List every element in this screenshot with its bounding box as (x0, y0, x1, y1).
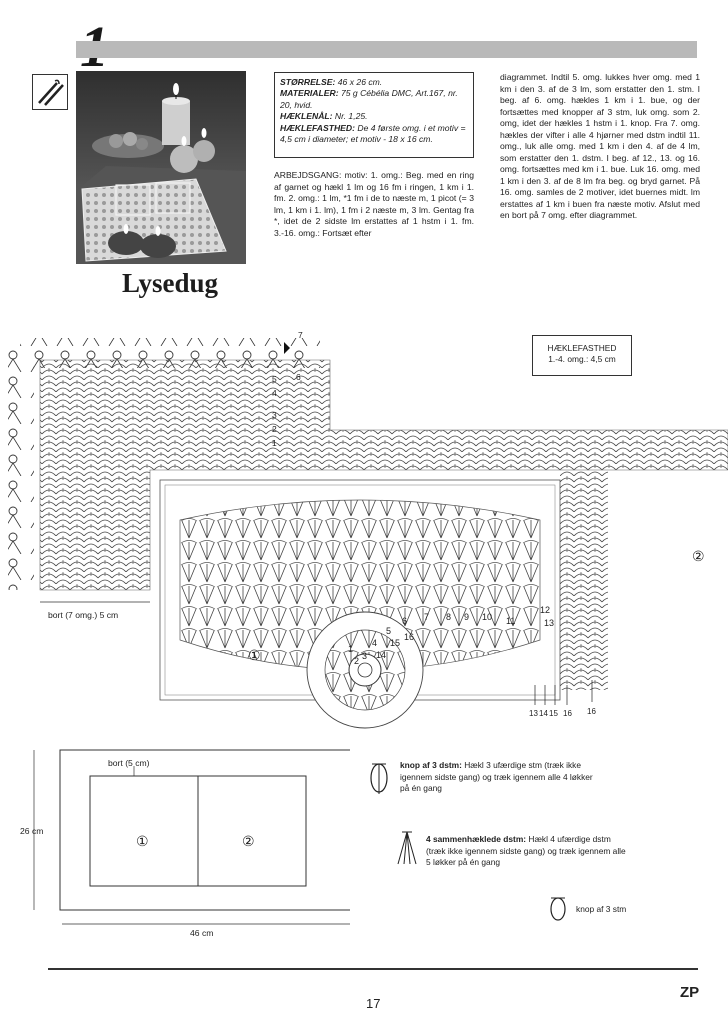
border-width-label: bort (7 omg.) 5 cm (48, 610, 119, 620)
layout-motif-1: ① (136, 833, 149, 849)
product-photo (76, 71, 246, 264)
header-bar (76, 41, 697, 58)
footer-mark: ZP (680, 984, 700, 1001)
round-number: 6 (402, 616, 408, 626)
legend-text: knop af 3 stm (576, 904, 627, 914)
instructions-column-2: diagrammet. Indtil 5. omg. lukkes hver omg. med 1 km i den 3. af de 3 lm, som erstatter den 1. stm. I beg. af 6. omg. hækles 1 km i 1. bue, og der fortsættes med knopper af 3 stm, luk omg. som 2. omg, idet der hækles 1 hstm i 1. knop. Fra 7. omg. hækles der vifter i alle 4 hjørner med dstm indtil 11. omg., luk alle omg. med 1 km i den 4. af de 4 lm, som erstatter den 1. dstm. I beg. af 12., 13. og 16. omg. fortsættes med km i 1. bue. Luk 16. omg. med 1 km i den 3. af de 8 lm fra beg. og bryd garnet. På 16. omg. samles de 2 motiver, idet buernes midt. lm erstattes af 1 km i buen fra næste motiv. Afslut med en bort på 7 omg. efter diagrammet. (500, 72, 700, 220)
round-number: 8 (446, 612, 452, 622)
instructions-column-1: ARBEJDSGANG: motiv: 1. omg.: Beg. med en ring af garnet og hækl 1 lm og 16 fm i ringen, 1 km i 1. fm. 2. omg.: 1 lm, *1 fm i de to næste m, 1 picot (= 3 lm, 1 km i 1. lm), 1 fm i 2 næste m, 3 lm. Gentag fra *, idet de 2 sidste lm erstattes af 1 hstm i 1. fm. 3.-16. omg.: Fortsæt efter (274, 170, 474, 238)
layout-border-label: bort (5 cm) (108, 758, 150, 768)
legend-title: 4 sammenhæklede dstm: (426, 834, 527, 844)
hook-label: HÆKLENÅL: (280, 111, 333, 122)
border-round-number: 7 (298, 330, 303, 340)
round-number: 3 (362, 651, 368, 661)
size-value: 46 x 26 cm. (335, 77, 383, 87)
round-number: 7 (424, 612, 430, 622)
tension-label: HÆKLEFASTHED: (280, 122, 355, 133)
border-round-number: 1 (272, 438, 277, 448)
border-round-number: 5 (272, 374, 277, 384)
footer-rule (48, 968, 698, 970)
border-picots-left (8, 350, 34, 590)
motif-side-mesh (560, 470, 608, 690)
legend-text: Hækl 3 ufærdige stm (træk ikke igennem sidste gang) og træk igennem alle 4 løkker på én gang (400, 760, 593, 793)
four-tr-together-icon (394, 830, 420, 866)
bottom-marker: 16 (563, 709, 572, 718)
round-number: 10 (482, 612, 493, 622)
round-number: 9 (464, 612, 470, 622)
layout-motif-2: ② (242, 833, 255, 849)
round-number: 1 (348, 644, 354, 654)
bottom-marker: 15 (549, 709, 558, 718)
border-round-number: 4 (272, 388, 277, 398)
layout-width-label: 46 cm (190, 928, 214, 938)
border-round-number: 6 (296, 372, 301, 382)
round-number: 16 (404, 632, 415, 642)
spec-box (274, 72, 474, 158)
tension-box-value: 1.-4. omg.: 4,5 cm (548, 354, 616, 364)
round-number: 13 (544, 618, 555, 628)
materials-label: MATERIALER: (280, 88, 339, 99)
cluster-3-dc-icon (368, 758, 390, 798)
layout-diagram (20, 742, 350, 942)
bottom-marker: 16 (587, 707, 596, 716)
bottom-marker: 13 (529, 709, 538, 718)
pattern-title: Lysedug (122, 268, 219, 298)
bottom-marker: 14 (539, 709, 548, 718)
hook-value: Nr. 1,25. (332, 111, 368, 122)
legend-text: Hækl 4 ufærdige dstm (træk ikke igennem sidste gang) og træk igennem alle 5 løkker på én gang (426, 834, 626, 867)
cluster-3-tr-icon (548, 894, 568, 924)
round-number: 12 (540, 605, 551, 615)
round-number: 14 (376, 650, 387, 660)
border-round-number: 2 (272, 424, 277, 434)
tension-box-title: HÆKLEFASTHED (547, 343, 617, 353)
layout-height-label: 26 cm (20, 826, 44, 836)
materials-value: 75 g Cébélia DMC, Art.167, nr. 20, hvid. (280, 88, 458, 110)
round-number: 15 (390, 638, 401, 648)
border-round-number: 3 (272, 410, 277, 420)
round-number: 4 (372, 638, 378, 648)
round-number: 11 (506, 616, 516, 626)
motif-1-marker: ① (248, 647, 261, 663)
legend-title: knop af 3 dstm: (400, 760, 462, 770)
round-number: 2 (354, 656, 360, 666)
motif-2-marker: ② (692, 548, 705, 564)
page-number: 17 (366, 996, 381, 1011)
crochet-hook-icon (32, 74, 68, 110)
size-label: STØRRELSE: (280, 77, 336, 87)
tension-value: De 4 første omg. i et motiv = 4,5 cm i diameter; et motiv - 18 x 16 cm. (280, 122, 466, 145)
round-number: 5 (386, 626, 392, 636)
crochet-chart (0, 320, 728, 730)
